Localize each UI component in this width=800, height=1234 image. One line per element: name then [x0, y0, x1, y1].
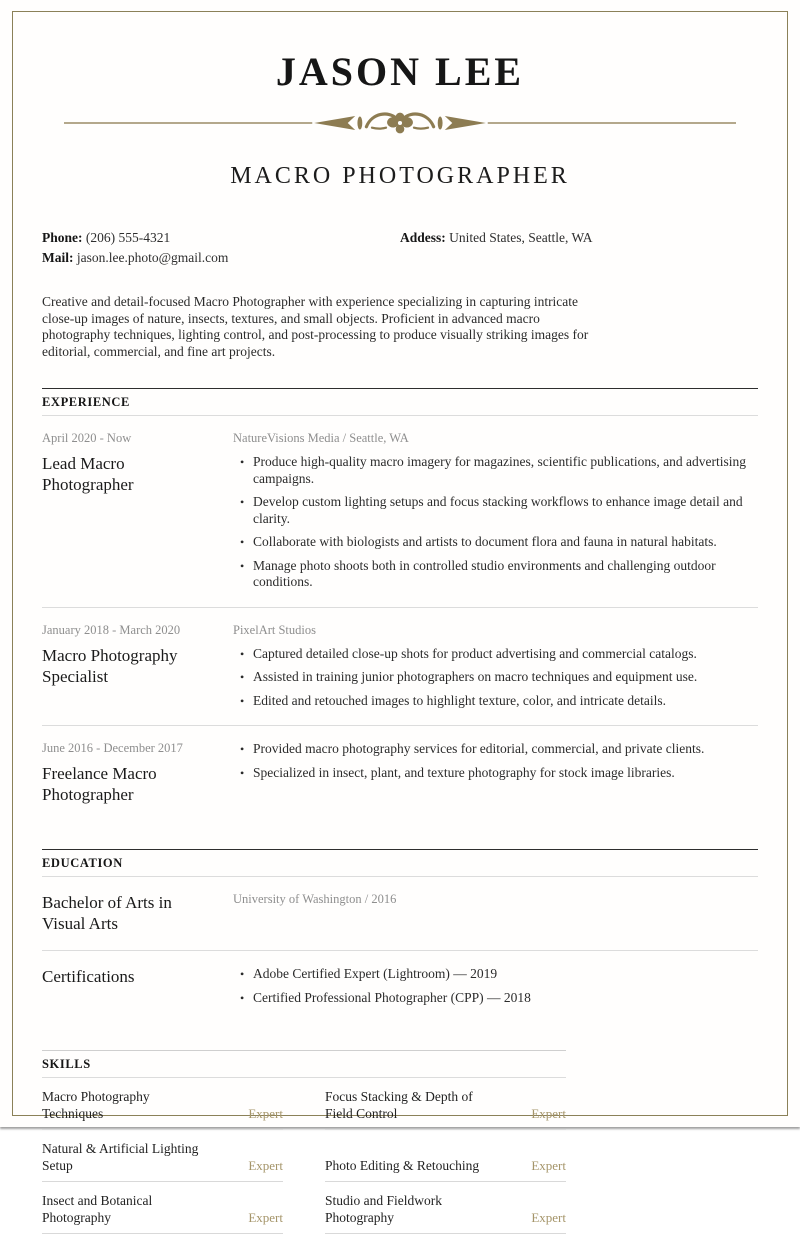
resume-header [42, 48, 758, 190]
job-bullet: • Captured detailed close-up shots for product advertising and commercial catalogs. [233, 646, 758, 663]
job-bullet-list [233, 646, 758, 710]
skill-name: Focus Stacking & Depth of Field Control [325, 1089, 473, 1121]
job-left-column [42, 429, 233, 591]
skills-heading: SKILLS [42, 1050, 566, 1078]
person-name: JASON LEE [275, 49, 525, 94]
certifications-label: Certifications [42, 967, 135, 986]
skill-level: Expert [248, 1210, 283, 1225]
job-entry [42, 416, 758, 607]
job-title: Macro Photography Specialist [42, 645, 178, 686]
education-entry [42, 877, 758, 950]
job-bullet: • Develop custom lighting setups and focus stacking workflows to enhance image detail and clarity. [233, 494, 758, 527]
experience-section [42, 388, 758, 821]
phone-row [42, 228, 400, 248]
mail-value: jason.lee.photo@gmail.com [76, 250, 229, 265]
job-entry [42, 607, 758, 726]
skill-item [42, 1078, 283, 1130]
education-section [42, 849, 758, 1022]
skill-name: Insect and Botanical Photography [42, 1193, 153, 1225]
divider-ornament-icon [42, 109, 758, 137]
address-row [400, 228, 758, 248]
job-company: NatureVisions Media / Seattle, WA [233, 431, 409, 445]
skill-level: Expert [248, 1158, 283, 1173]
job-dates: June 2016 - December 2017 [42, 741, 183, 755]
skill-level: Expert [531, 1106, 566, 1121]
address-value: United States, Seattle, WA [449, 230, 593, 245]
job-bullet-list [233, 454, 758, 591]
skill-name: Photo Editing & Retouching [325, 1158, 480, 1173]
job-bullet: • Edited and retouched images to highlight texture, color, and intricate details. [233, 693, 758, 710]
experience-heading: EXPERIENCE [42, 388, 758, 416]
skill-name: Natural & Artificial Lighting Setup [42, 1141, 199, 1173]
job-left-column [42, 621, 233, 710]
job-dates: April 2020 - Now [42, 431, 132, 445]
job-left-column [42, 739, 233, 805]
education-heading: EDUCATION [42, 849, 758, 877]
job-entry [42, 725, 758, 821]
contact-right-column [400, 228, 758, 268]
skills-grid [42, 1078, 566, 1234]
skill-item [325, 1182, 566, 1234]
skill-item [325, 1078, 566, 1130]
skill-item [325, 1130, 566, 1182]
job-bullet: • Provided macro photography services for editorial, commercial, and private clients. [233, 741, 758, 758]
summary-text: Creative and detail-focused Macro Photographer with experience specializing in capturing intricate close-up images of nature, insects, textures, and small objects. Proficient in advanced macro photography techniques, lighting control, and post-processing to produce visually striking images for editorial, commercial, and fine art projects. [42, 294, 589, 359]
job-right-column [233, 739, 758, 805]
skill-level: Expert [531, 1158, 566, 1173]
phone-label: Phone: [42, 230, 83, 245]
profession-title: MACRO PHOTOGRAPHER [230, 163, 570, 189]
skill-level: Expert [248, 1106, 283, 1121]
mail-row [42, 248, 400, 268]
job-title: Lead Macro Photographer [42, 454, 134, 494]
certifications-right-column [233, 964, 758, 1006]
school-name: University of Washington / 2016 [233, 892, 397, 906]
degree-title: Bachelor of Arts in Visual Arts [42, 893, 172, 933]
skills-section [42, 1050, 566, 1234]
skill-name: Macro Photography Techniques [42, 1089, 150, 1121]
contact-section [42, 228, 758, 268]
skill-item [42, 1182, 283, 1234]
job-bullet: • Produce high-quality macro imagery for magazines, scientific publications, and advertising campaigns. [233, 454, 758, 487]
certifications-left-column [42, 964, 233, 1006]
job-right-column [233, 621, 758, 710]
education-left-column [42, 890, 233, 934]
certification-item: • Adobe Certified Expert (Lightroom) — 2019 [233, 966, 758, 983]
job-bullet: • Manage photo shoots both in controlled studio environments and challenging outdoor conditions. [233, 558, 758, 591]
skill-item [42, 1130, 283, 1182]
job-bullet-list [233, 741, 758, 781]
address-label: Addess: [400, 230, 446, 245]
job-bullet: • Assisted in training junior photographers on macro techniques and equipment use. [233, 669, 758, 686]
job-company: PixelArt Studios [233, 622, 316, 637]
job-title: Freelance Macro Photographer [42, 764, 157, 804]
phone-value: (206) 555-4321 [85, 230, 171, 245]
mail-label: Mail: [42, 250, 74, 265]
education-right-column [233, 890, 758, 934]
job-bullet: • Collaborate with biologists and artists to document flora and fauna in natural habitats. [233, 534, 758, 551]
job-right-column [233, 429, 758, 591]
certifications-entry [42, 950, 758, 1022]
certification-item: • Certified Professional Photographer (CPP) — 2018 [233, 990, 758, 1007]
certifications-list [233, 966, 758, 1006]
contact-left-column [42, 228, 400, 268]
job-bullet: • Specialized in insect, plant, and texture photography for stock image libraries. [233, 765, 758, 782]
skill-level: Expert [531, 1210, 566, 1225]
job-dates: January 2018 - March 2020 [42, 622, 181, 637]
skill-name: Studio and Fieldwork Photography [325, 1193, 442, 1225]
